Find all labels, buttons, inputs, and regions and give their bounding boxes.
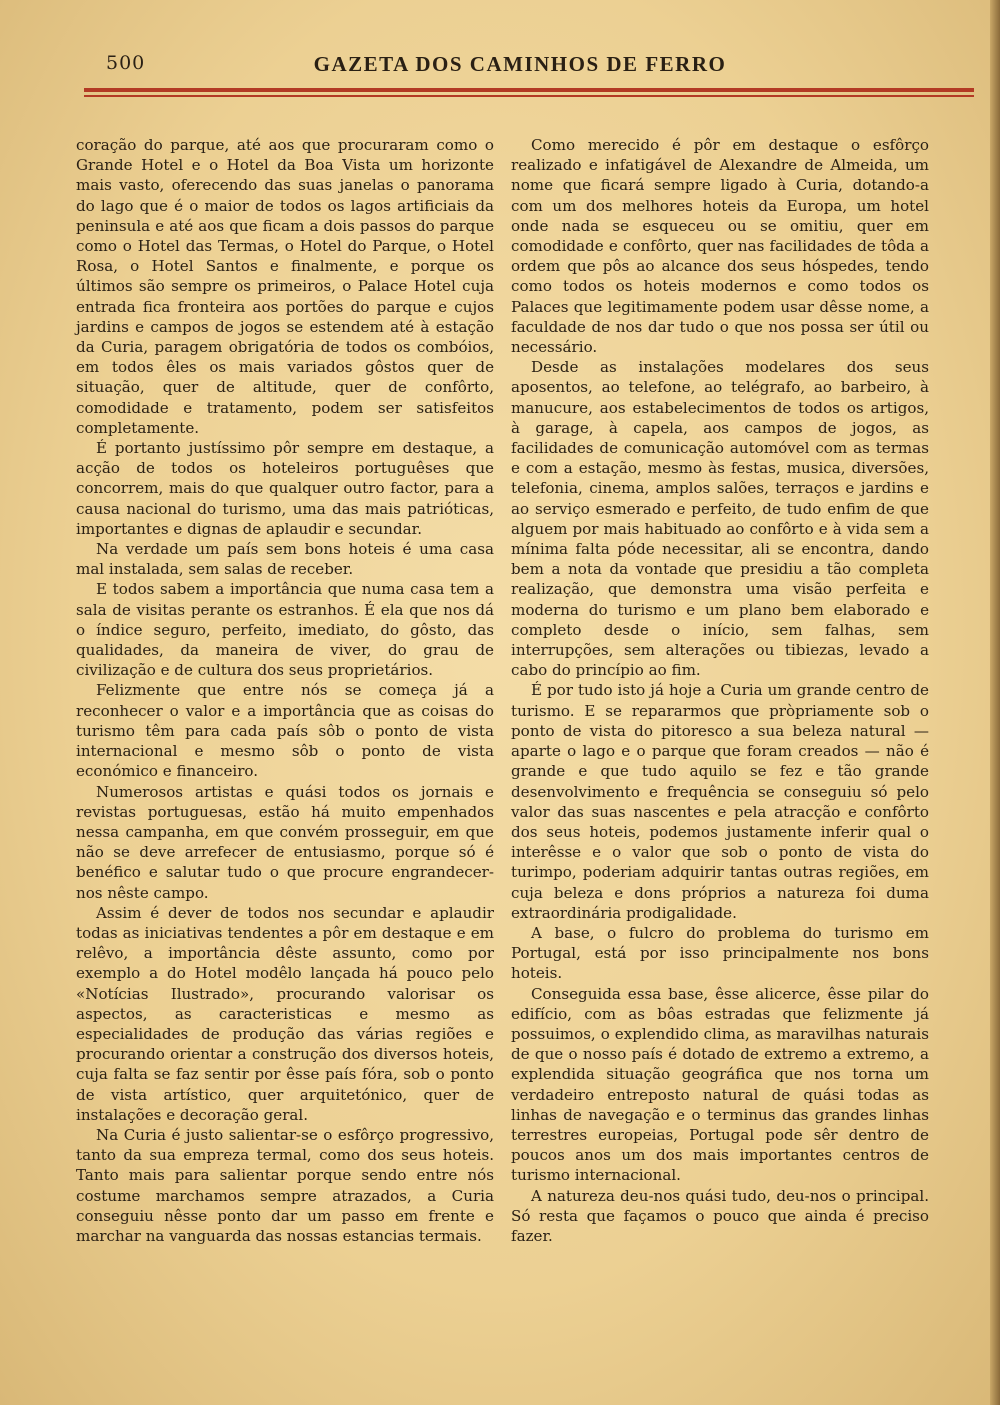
header-rule-thick (84, 88, 974, 92)
paragraph: Assim é dever de todos nos secundar e aplaudir todas as iniciativas tendentes a pôr em destaque e em relêvo, a importância dêste assunto, como por exemplo a do Hotel modêlo lançada há pouco pelo «Notícias Ilustrado», procurando valorisar os aspectos, as caracteristicas e mesmo as especialidades de produção das várias regiões e procurando orientar a construção dos diversos hoteis, cuja falta se faz sentir por êsse país fóra, sob o ponto de vista artístico, quer arquitetónico, quer de instalações e decoração geral. (76, 903, 494, 1124)
paragraph: Felizmente que entre nós se começa já a reconhecer o valor e a importância que as coisas do turismo têm para cada país sôb o ponto de vista internacional e mesmo sôb o ponto de vista económico e financeiro. (76, 681, 494, 781)
paragraph: Na verdade um país sem bons hoteis é uma casa mal instalada, sem salas de receber. (76, 540, 494, 579)
right-column (511, 135, 929, 1246)
paragraph: Desde as instalações modelares dos seus aposentos, ao telefone, ao telégrafo, ao barbeiro, à manucure, aos estabelecimentos de todos os artigos, à garage, à capela, aos campos de jogos, as facilidades de comunicação automóvel com as termas e com a estação, mesmo às festas, musica, diversões, telefonia, cinema, amplos salões, terraços e jardins e ao serviço esmerado e perfeito, de tudo enfim de que alguem por mais habituado ao confôrto e à vida sem a mínima falta póde necessitar, ali se encontra, dando bem a nota da vontade que presidiu a tão completa realização, que demonstra uma visão perfeita e moderna do turismo e um plano bem elaborado e completo desde o início, sem falhas, sem interrupções, sem alterações ou tibiezas, levado a cabo do princípio ao fim. (511, 358, 929, 680)
page-number: 500 (106, 52, 146, 74)
paragraph: Como merecido é pôr em destaque o esfôrço realizado e infatigável de Alexandre de Almeida, um nome que ficará sempre ligado à Curia, dotando-a com um dos melhores hoteis da Europa, um hotel onde nada se esqueceu ou se omitiu, quer em comodidade e confôrto, quer nas facilidades de tôda a ordem que pôs ao alcance dos seus hóspedes, tendo como todos os hoteis modernos e como todos os Palaces que legitimamente podem usar dêsse nome, a faculdade de nos dar tudo o que nos possa ser útil ou necessário. (511, 136, 929, 357)
paragraph: E todos sabem a importância que numa casa tem a sala de visitas perante os estranhos. É ela que nos dá o índice seguro, perfeito, imediato, do gôsto, das qualidades, da maneira de viver, do grau de civilização e de cultura dos seus proprietários. (76, 580, 494, 680)
page-edge (990, 0, 1000, 1405)
left-column (76, 135, 494, 1246)
paragraph: A base, o fulcro do problema do turismo em Portugal, está por isso principalmente nos bons hoteis. (511, 923, 929, 983)
paragraph: A natureza deu-nos quási tudo, deu-nos o principal. Só resta que façamos o pouco que ainda é preciso fazer. (511, 1186, 929, 1245)
paragraph: Na Curia é justo salientar-se o esfôrço progressivo, tanto da sua empreza termal, como dos seus hoteis. Tanto mais para salientar porque sendo entre nós costume marchamos sempre atrazados, a Curia conseguiu nêsse ponto dar um passo em frente e marchar na vanguarda das nossas estancias termais. (76, 1125, 494, 1245)
paragraph: coração do parque, até aos que procuraram como o Grande Hotel e o Hotel da Boa Vista um horizonte mais vasto, oferecendo das suas janelas o panorama do lago que é o maior de todos os lagos artificiais da peninsula e até aos que ficam a dois passos do parque como o Hotel das Termas, o Hotel do Parque, o Hotel Rosa, o Hotel Santos e finalmente, e porque os últimos são sempre os primeiros, o Palace Hotel cuja entrada fica fronteira aos portões do parque e cujos jardins e campos de jogos se estendem até à estação da Curia, paragem obrigatória de todos os combóios, em todos êles os mais variados gôstos quer de situação, quer de altitude, quer de confôrto, comodidade e tratamento, podem ser satisfeitos completamente. (76, 136, 494, 437)
paragraph: Conseguida essa base, êsse alicerce, êsse pilar do edifício, com as bôas estradas que felizmente já possuimos, o explendido clima, as maravilhas naturais de que o nosso país é dotado de extremo a extremo, a explendida situação geográfica que nos torna um verdadeiro entreposto natural de quási todas as linhas de navegação e o terminus das grandes linhas terrestres europeias, Portugal pode sêr dentro de poucos anos um dos mais importantes centros de turismo internacional. (511, 984, 929, 1185)
paragraph: É por tudo isto já hoje a Curia um grande centro de turismo. E se repararmos que pròpriamente sob o ponto de vista do pitoresco a sua beleza natural — aparte o lago e o parque que foram creados — não é grande e que tudo aquilo se fez e tão grande desenvolvimento e frequência se conseguiu só pelo valor das suas nascentes e pela atracção e confôrto dos seus hoteis, podemos justamente inferir qual o interêsse e o valor que sob o ponto de vista do turimpo, poderiam adquirir tantas outras regiões, em cuja beleza e dons próprios a natureza foi duma extraordinária prodigalidade. (511, 681, 929, 922)
header-rule-thin (84, 95, 974, 97)
paragraph: Numerosos artistas e quási todos os jornais e revistas portuguesas, estão há muito empenhados nessa campanha, em que convém prosseguir, em que não se deve arrefecer de entusiasmo, porque só é benéfico e salutar tudo o que procure engrandecer-nos nêste campo. (76, 782, 494, 902)
publication-title: GAZETA DOS CAMINHOS DE FERRO (313, 52, 727, 76)
paragraph: É portanto justíssimo pôr sempre em destaque, a acção de todos os hoteleiros portuguêses que concorrem, mais do que qualquer outro factor, para a causa nacional do turismo, uma das mais patrióticas, importantes e dignas de aplaudir e secundar. (76, 439, 494, 538)
